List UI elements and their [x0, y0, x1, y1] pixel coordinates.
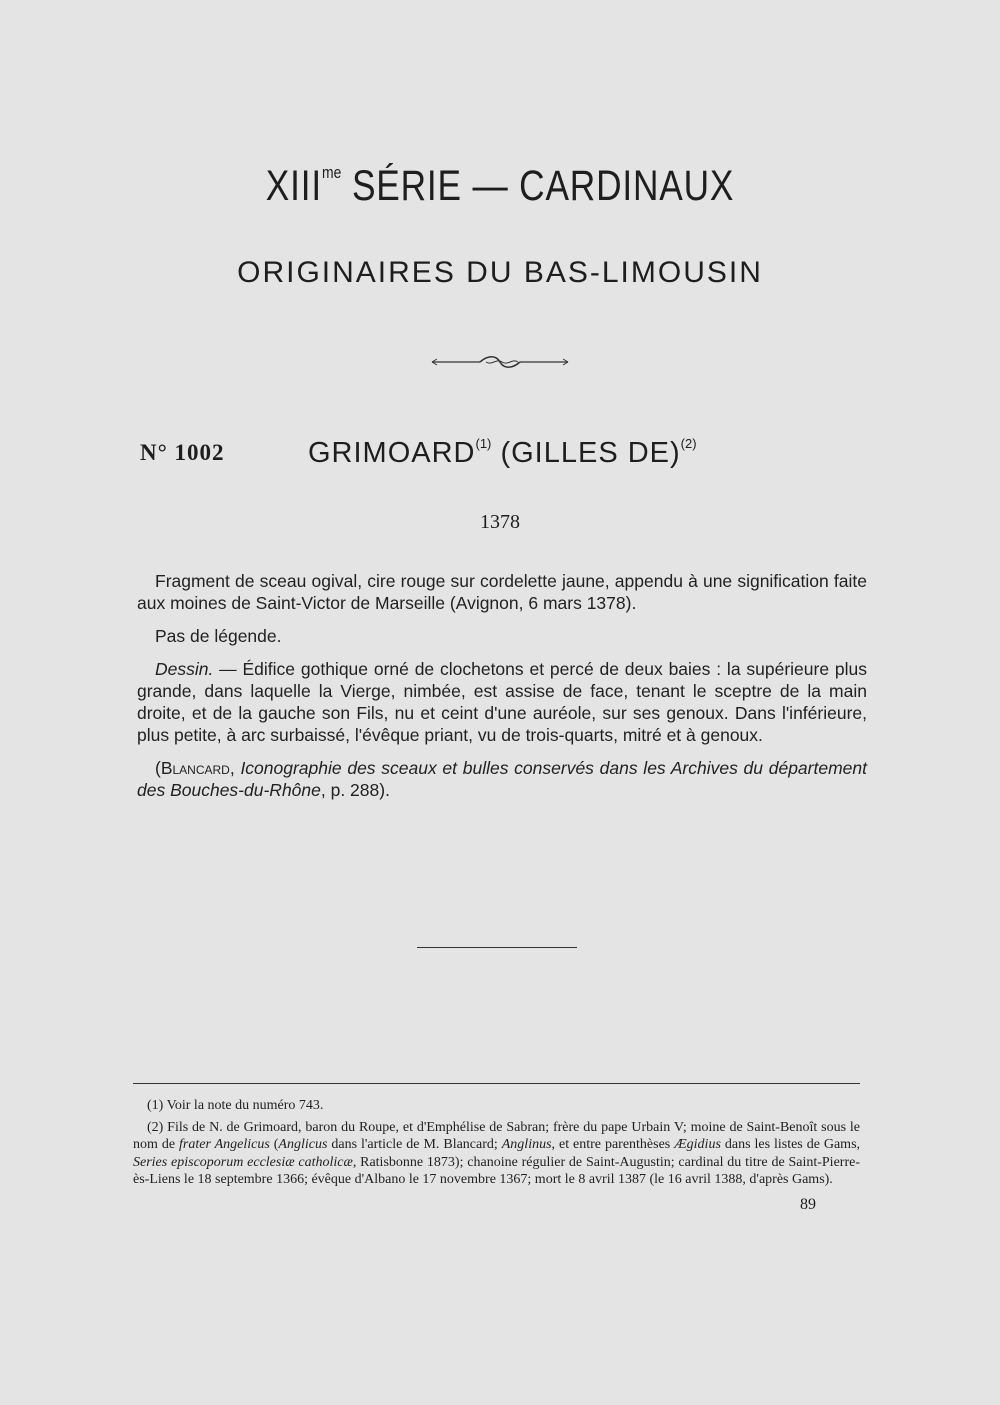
decorative-ornament-icon [430, 353, 570, 371]
entry-year: 1378 [480, 511, 520, 533]
description-paragraph-2: Pas de légende. [155, 626, 282, 646]
series-subtitle: ORIGINAIRES DU BAS-LIMOUSIN [237, 256, 763, 289]
entry-description [137, 570, 867, 812]
entry-number: N° 1002 [140, 440, 225, 465]
page-number: 89 [800, 1196, 816, 1213]
citation-author: Blancard [160, 758, 230, 778]
entry-name-rest: (GILLES DE) [491, 437, 681, 469]
section-divider [417, 947, 577, 948]
entry-name: GRIMOARD [308, 437, 476, 469]
entry-name-footnote-ref[interactable]: (1) [475, 436, 492, 451]
source-citation: (Blancard, Iconographie des sceaux et bulles conservés dans les Archives du département des Bouches-du-Rhône, p. 288). [137, 758, 867, 800]
dessin-label: Dessin. [155, 659, 214, 679]
series-title-sup: me [321, 163, 342, 182]
entry-name-rest-footnote-ref[interactable]: (2) [680, 436, 697, 451]
footnote-2: (2) Fils de N. de Grimoard, baron du Roupe, et d'Emphélise de Sabran; frère du pape Urbain V; moine de Saint-Benoît sous le nom de frater Angelicus (Anglicus dans l'article de M. Blancard; Anglinus, et entre parenthèses Ægidius dans les listes de Gams, Series episcoporum ecclesiæ catholicæ, Ratisbonne 1873); chanoine régulier de Saint-Augustin; cardinal du titre de Saint-Pierre-ès-Liens le 18 septembre 1366; évêque d'Albano le 17 novembre 1367; mort le 8 avril 1387 (le 16 avril 1388, d'après Gams). [133, 1119, 861, 1187]
description-paragraph-1: Fragment de sceau ogival, cire rouge sur cordelette jaune, appendu à une signification faite aux moines de Saint-Victor de Marseille (Avignon, 6 mars 1378). [137, 571, 867, 613]
footnotes [133, 1097, 860, 1193]
footnote-divider [133, 1083, 860, 1084]
description-paragraph-3 [137, 658, 867, 746]
series-title-main: XIII [265, 162, 322, 210]
dessin-text: — Édifice gothique orné de clochetons et percé de deux baies : la supérieure plus grande, dans laquelle la Vierge, nimbée, est assise de face, tenant le sceptre de la main droite, et de la gauche son Fils, nu et ceint d'une auréole, sur ses genoux. Dans l'inférieure, plus petite, à arc surbaissé, l'évêque priant, vu de trois-quarts, mitré et à genoux. [137, 659, 867, 745]
footnote-1: (1) Voir la note du numéro 743. [147, 1098, 324, 1113]
series-title-rest: SÉRIE — CARDINAUX [341, 162, 735, 210]
entry-title [308, 436, 697, 470]
series-title [90, 162, 910, 211]
citation-work: Iconographie des sceaux et bulles conservés dans les Archives du département des Bouches-du-Rhône [137, 758, 867, 800]
